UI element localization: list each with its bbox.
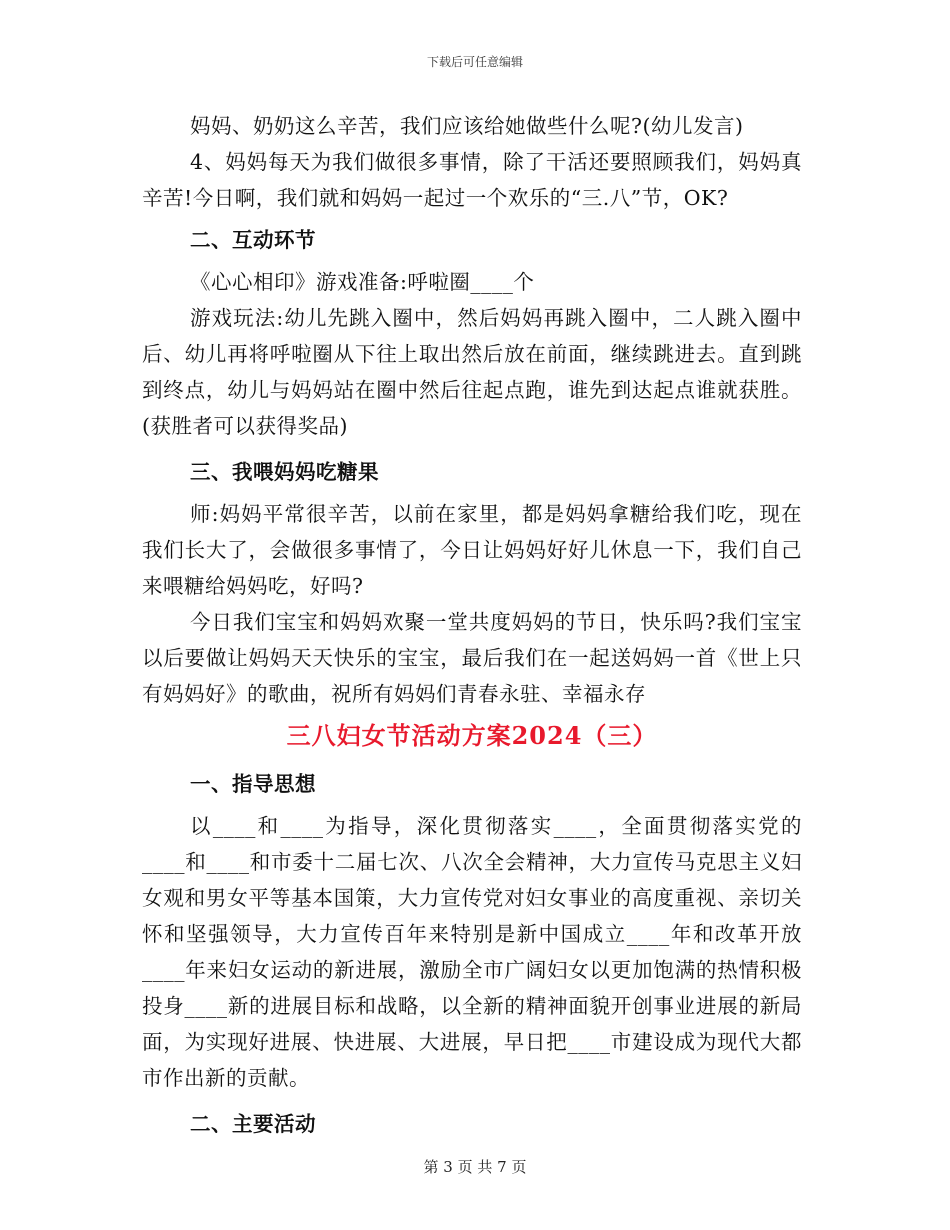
heading-main-activities: 二、主要活动 bbox=[190, 1112, 316, 1136]
paragraph-teacher-speech: 师:妈妈平常很辛苦，以前在家里，都是妈妈拿糖给我们吃，现在我们长大了，会做很多事情了，今日让妈妈好好儿休息一下，我们自己来喂糖给妈妈吃，好吗? bbox=[142, 502, 802, 598]
paragraph-question: 妈妈、奶奶这么辛苦，我们应该给她做些什么呢?(幼儿发言) bbox=[190, 114, 744, 138]
paragraph-closing: 今日我们宝宝和妈妈欢聚一堂共度妈妈的节日，快乐吗?我们宝宝以后要做让妈妈天天快乐的宝宝，最后我们在一起送妈妈一首《世上只有妈妈好》的歌曲，祝所有妈妈们青春永驻、幸福永存 bbox=[142, 610, 802, 706]
section-title: 三八妇女节活动方案2024（三） bbox=[286, 721, 658, 750]
heading-interaction: 二、互动环节 bbox=[190, 228, 316, 252]
running-head: 下载后可任意编辑 bbox=[426, 55, 523, 69]
paragraph-game-rules: 游戏玩法:幼儿先跳入圈中，然后妈妈再跳入圈中，二人跳入圈中后、幼儿再将呼啦圈从下往上取出然后放在前面，继续跳进去。直到跳到终点，幼儿与妈妈站在圈中然后往起点跑，谁先到达起点谁就获胜。(获胜者可以获得奖品) bbox=[142, 306, 802, 438]
page-content bbox=[142, 108, 802, 1148]
paragraph-mother-busy: 4、妈妈每天为我们做很多事情，除了干活还要照顾我们，妈妈真辛苦!今日啊，我们就和妈妈一起过一个欢乐的“三.八”节，OK? bbox=[142, 150, 802, 210]
paragraph-game-prep: 《心心相印》游戏准备:呼啦圈____个 bbox=[190, 270, 535, 294]
page-number: 第 3 页 共 7 页 bbox=[423, 1158, 527, 1176]
heading-guiding-ideology: 一、指导思想 bbox=[190, 772, 316, 796]
paragraph-guiding-ideology: 以____和____为指导，深化贯彻落实____，全面贯彻落实党的____和____和市委十二届七次、八次全会精神，大力宣传马克思主义妇女观和男女平等基本国策，大力宣传党对妇女事业的高度重视、亲切关怀和坚强领导，大力宣传百年来特别是新中国成立____年和改革开放____年来妇女运动的新进展，激励全市广阔妇女以更加饱满的热情积极投身____新的进展目标和战略，以全新的精神面貌开创事业进展的新局面，为实现好进展、快进展、大进展，早日把____市建设成为现代大都市作出新的贡献。 bbox=[142, 814, 802, 1090]
heading-feed-candy: 三、我喂妈妈吃糖果 bbox=[190, 460, 379, 484]
